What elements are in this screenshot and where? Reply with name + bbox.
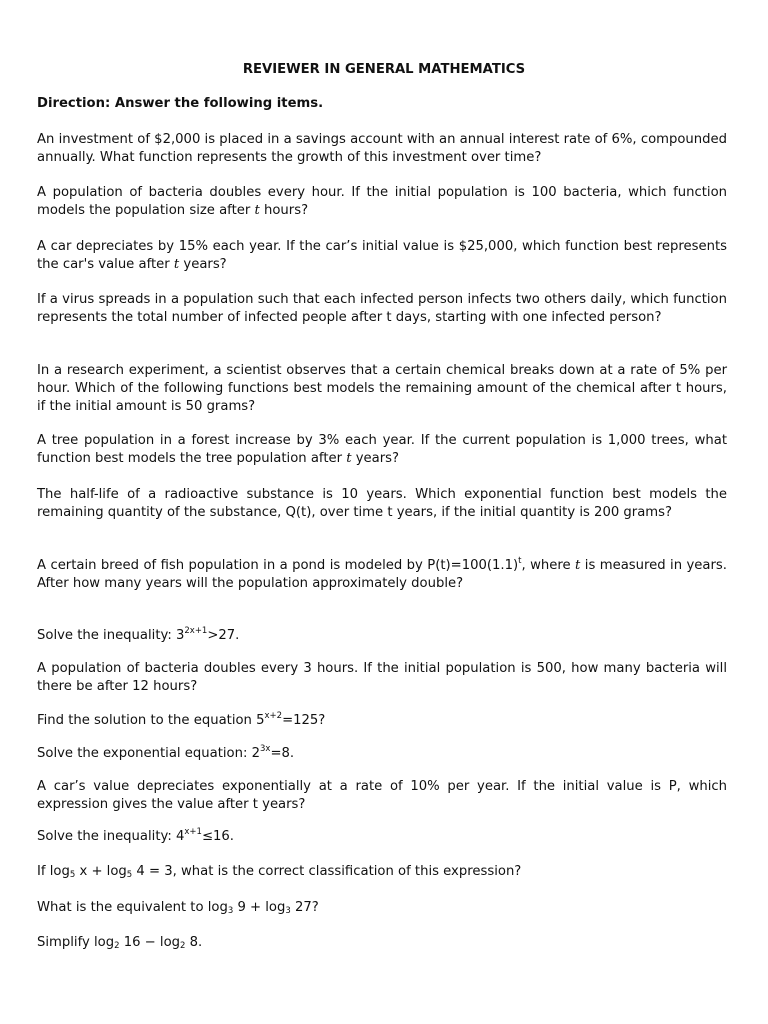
question-14-text-b: ≤16.	[201, 829, 234, 844]
question-15-text-c: 4 = 3, what is the correct classification of this expression?	[132, 864, 522, 879]
question-17-log-base-2: 2	[180, 941, 186, 951]
direction-text: Direction: Answer the following items.	[37, 96, 324, 111]
question-15-text-a: If log	[37, 864, 70, 879]
question-6-text-b: years?	[351, 451, 400, 466]
question-2-text-b: hours?	[259, 203, 309, 218]
question-8-exponent: t	[518, 556, 522, 566]
question-17	[37, 934, 727, 952]
question-2-variable: t	[254, 203, 260, 218]
question-9-text-a: Solve the inequality: 3	[37, 628, 185, 643]
question-17-text-c: 8.	[185, 935, 203, 950]
question-5: In a research experiment, a scientist observes that a certain chemical breaks down at a rate of 5% per hour. Which of the following functions best models the remaining amount of the chemical after t hours, if the initial amount is 50 grams?	[37, 363, 727, 414]
question-15	[37, 863, 727, 881]
question-14-text-a: Solve the inequality: 4	[37, 829, 185, 844]
question-9-exponent: 2x+1	[184, 626, 208, 636]
question-3-text-b: years?	[179, 257, 227, 272]
question-2-text-a: A population of bacteria doubles every hour. If the initial population is 100 bacteria, which function models the population size after	[37, 185, 727, 218]
question-14-exponent: x+1	[184, 827, 202, 837]
question-16-text-a: What is the equivalent to log	[37, 900, 228, 915]
question-16	[37, 899, 727, 917]
question-6	[37, 432, 727, 468]
question-8	[37, 557, 727, 593]
question-8-variable: t	[575, 558, 581, 573]
question-17-text-b: 16 − log	[119, 935, 181, 950]
question-10: A population of bacteria doubles every 3 hours. If the initial population is 500, how many bacteria will there be after 12 hours?	[37, 661, 727, 694]
question-9-text-b: >27.	[207, 628, 240, 643]
question-11-text-b: =125?	[282, 713, 326, 728]
question-16-text-b: 9 + log	[233, 900, 286, 915]
question-4: If a virus spreads in a population such that each infected person infects two others daily, which function represents the total number of infected people after t days, starting with one infected person?	[37, 292, 727, 325]
question-3	[37, 238, 727, 274]
question-11	[37, 712, 727, 730]
question-12-exponent: 3x	[259, 744, 271, 754]
question-17-log-base-1: 2	[114, 941, 120, 951]
question-7: The half-life of a radioactive substance is 10 years. Which exponential function best models the remaining quantity of the substance, Q(t), over time t years, if the initial quantity is 200 grams?	[37, 487, 727, 520]
question-8-text-b: , where	[521, 558, 576, 573]
question-15-log-base-1: 5	[69, 870, 76, 880]
question-14	[37, 828, 727, 846]
question-13: A car’s value depreciates exponentially at a rate of 10% per year. If the initial value is P, which expression gives the value after t years?	[37, 779, 727, 812]
question-12	[37, 745, 727, 763]
question-15-log-base-2: 5	[126, 870, 133, 880]
question-1: An investment of $2,000 is placed in a savings account with an annual interest rate of 6%, compounded annually. What function represents the growth of this investment over time?	[37, 132, 727, 165]
question-9	[37, 627, 727, 645]
question-16-log-base-1: 3	[227, 906, 234, 916]
question-17-text-a: Simplify log	[37, 935, 115, 950]
question-8-text-c: is measured in years. After how many years will the population approximately double?	[37, 558, 727, 591]
question-2	[37, 184, 727, 220]
question-15-text-b: x + log	[75, 864, 127, 879]
document-title: REVIEWER IN GENERAL MATHEMATICS	[242, 62, 526, 77]
question-16-log-base-2: 3	[285, 906, 291, 916]
question-12-text-b: =8.	[270, 746, 295, 761]
question-8-text-a: A certain breed of fish population in a pond is modeled by P(t)=100(1.1)	[37, 558, 519, 573]
question-3-text-a: A car depreciates by 15% each year. If the car’s initial value is $25,000, which function best represents the car's value after	[37, 239, 727, 272]
question-12-text-a: Solve the exponential equation: 2	[37, 746, 260, 761]
question-6-text-a: A tree population in a forest increase by 3% each year. If the current population is 1,000 trees, what function best models the tree population after	[37, 433, 727, 466]
question-16-text-c: 27?	[290, 900, 319, 915]
question-6-variable: t	[346, 451, 352, 466]
question-3-variable: t	[173, 257, 180, 272]
question-11-exponent: x+2	[264, 711, 283, 721]
question-11-text-a: Find the solution to the equation 5	[37, 713, 265, 728]
